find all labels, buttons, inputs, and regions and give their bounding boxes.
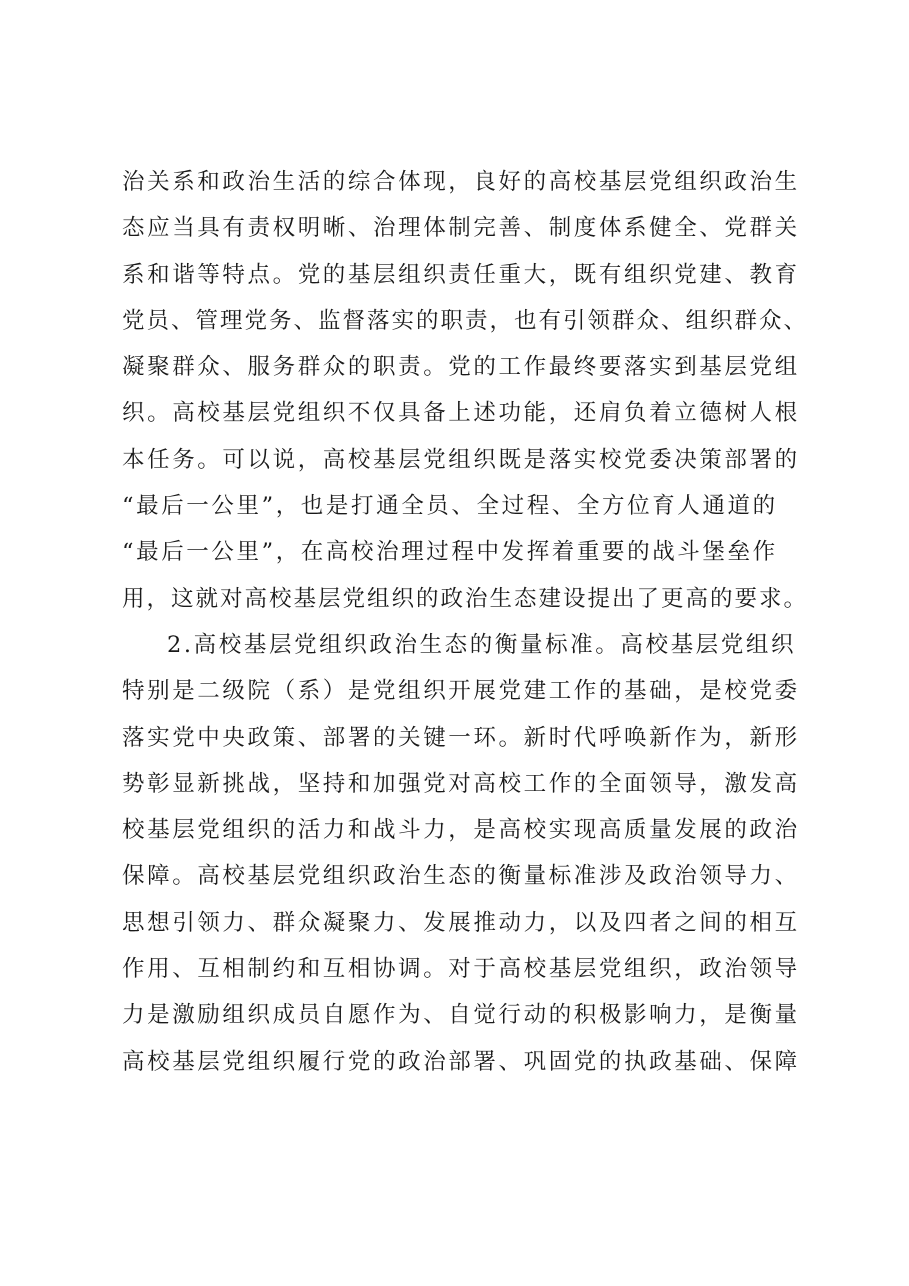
text-line: 作用、互相制约和互相协调。对于高校基层党组织，政治领导 xyxy=(122,956,800,983)
text-line: “最后一公里”，在高校治理过程中发挥着重要的战斗堡垒作 xyxy=(122,539,778,566)
text-line: 特别是二级院（系）是党组织开展党建工作的基础，是校党委 xyxy=(122,678,800,705)
text-line: 凝聚群众、服务群众的职责。党的工作最终要落实到基层党组 xyxy=(122,354,800,381)
text-line: 保障。高校基层党组织政治生态的衡量标准涉及政治领导力、 xyxy=(122,863,800,890)
text-line: 用，这就对高校基层党组织的政治生态建设提出了更高的要求。 xyxy=(122,585,809,612)
text-line: “最后一公里”，也是打通全员、全过程、全方位育人通道的 xyxy=(122,493,778,520)
text-line: 党员、管理党务、监督落实的职责，也有引领群众、组织群众、 xyxy=(122,307,809,334)
text-line: 治关系和政治生活的综合体现，良好的高校基层党组织政治生 xyxy=(122,169,800,195)
text-line: 系和谐等特点。党的基层组织责任重大，既有组织党建、教育 xyxy=(122,261,800,288)
document-body xyxy=(122,159,809,1085)
text-line: 织。高校基层党组织不仅具备上述功能，还肩负着立德树人根 xyxy=(122,400,800,427)
text-line: 高校基层党组织履行党的政治部署、巩固党的执政基础、保障 xyxy=(122,1048,800,1075)
text-line: 态应当具有责权明晰、治理体制完善、制度体系健全、党群关 xyxy=(122,215,800,242)
text-line: 势彰显新挑战，坚持和加强党对高校工作的全面领导，激发高 xyxy=(122,770,800,797)
text-line: 力是激励组织成员自愿作为、自觉行动的积极影响力，是衡量 xyxy=(122,1002,800,1029)
text-line: 校基层党组织的活力和战斗力，是高校实现高质量发展的政治 xyxy=(122,817,800,844)
text-line: 落实党中央政策、部署的关键一环。新时代呼唤新作为，新形 xyxy=(122,724,800,751)
section-heading-line: 2.高校基层党组织政治生态的衡量标准。高校基层党组织 xyxy=(167,631,797,658)
text-line: 思想引领力、群众凝聚力、发展推动力，以及四者之间的相互 xyxy=(122,909,800,936)
text-line: 本任务。可以说，高校基层党组织既是落实校党委决策部署的 xyxy=(122,446,800,473)
